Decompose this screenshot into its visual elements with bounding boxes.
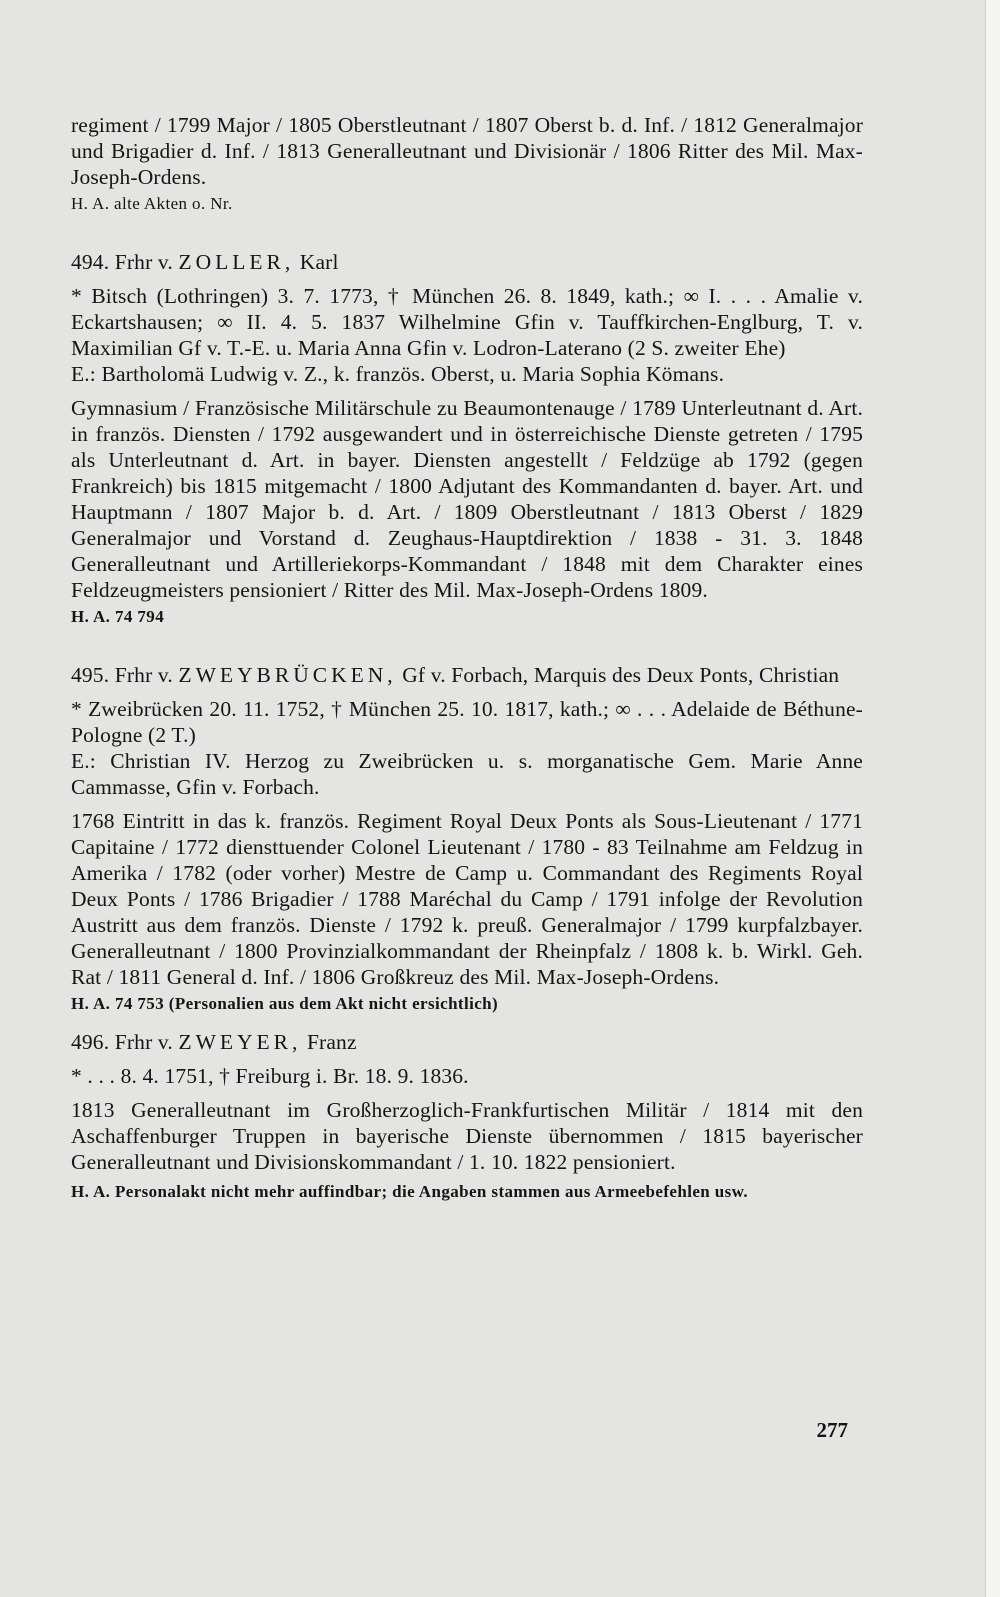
entry-reference: H. A. 74 794 [71, 607, 165, 626]
page-edge [985, 0, 1000, 1597]
entry-given-name: Gf v. Forbach, Marquis des Deux Ponts, Christian [402, 663, 840, 687]
entry-vitals: * Bitsch (Lothringen) 3. 7. 1773, † München 26. 8. 1849, kath.; ∞ I. . . . Amalie v. Eckartshausen; ∞ II. 4. 5. 1837 Wilhelmine Gfin v. Tauffkirchen-Englburg, T. v. Maximilian Gf v. T.-E. u. Maria Anna Gfin v. Lodron-Laterano (2 S. zweiter Ehe) [71, 284, 863, 360]
entry-heading [71, 662, 863, 688]
entry-surname: ZWEYBRÜCKEN, [178, 663, 397, 687]
entry-heading [71, 249, 863, 275]
page-text [71, 112, 863, 1203]
entry-494 [71, 249, 863, 628]
entry-given-name: Franz [306, 1030, 357, 1054]
intro-text: regiment / 1799 Major / 1805 Oberstleutnant / 1807 Oberst b. d. Inf. / 1812 Generalmajor und Brigadier d. Inf. / 1813 Generalleutnant und Divisionär / 1806 Ritter des Mil. Max-Joseph-Ordens. [71, 113, 863, 189]
entry-number: 495. Frhr v. [71, 663, 173, 687]
entry-career: 1768 Eintritt in das k. französ. Regiment Royal Deux Ponts als Sous-Lieutenant / 1771 Capitaine / 1772 diensttuender Colonel Lieutenant / 1780 - 83 Teilnahme am Feldzug in Amerika / 1782 (oder vorher) Mestre de Camp u. Commandant des Regiments Royal Deux Ponts / 1786 Brigadier / 1788 Maréchal du Camp / 1791 infolge der Revolution Austritt aus dem französ. Dienste / 1792 k. preuß. Generalmajor / 1799 kurpfalzbayer. Generalleutnant / 1800 Provinzialkommandant der Rheinpfalz / 1808 k. b. Wirkl. Geh. Rat / 1811 General d. Inf. / 1806 Großkreuz des Mil. Max-Joseph-Ordens. [71, 809, 863, 989]
entry-496 [71, 1029, 863, 1203]
entry-career: 1813 Generalleutnant im Großherzoglich-Frankfurtischen Militär / 1814 mit den Aschaffenburger Truppen in bayerische Dienste übernommen / 1815 bayerischer Generalleutnant und Divisionskommandant / 1. 10. 1822 pensioniert. [71, 1098, 863, 1174]
entry-career: Gymnasium / Französische Militärschule zu Beaumontenauge / 1789 Unterleutnant d. Art. in französ. Diensten / 1792 ausgewandert und in österreichische Dienste getreten / 1795 als Unterleutnant d. Art. in bayer. Diensten angestellt / Feldzüge ab 1792 (gegen Frankreich) bis 1815 mitgemacht / 1800 Adjutant des Kommandanten d. bayer. Art. und Hauptmann / 1807 Major b. d. Art. / 1809 Oberstleutnant / 1813 Oberst / 1829 Generalmajor und Vorstand d. Zeughaus-Hauptdirektion / 1838 - 31. 3. 1848 Generalleutnant und Artilleriekorps-Kommandant / 1848 mit dem Charakter eines Feldzeugmeisters pensioniert / Ritter des Mil. Max-Joseph-Ordens 1809. [71, 396, 863, 602]
entry-495 [71, 662, 863, 1015]
page-number: 277 [816, 1418, 848, 1442]
entry-vitals: * Zweibrücken 20. 11. 1752, † München 25. 10. 1817, kath.; ∞ . . . Adelaide de Béthune-Pologne (2 T.) [71, 697, 863, 747]
entry-given-name: Karl [299, 250, 339, 274]
intro-reference: H. A. alte Akten o. Nr. [71, 194, 233, 213]
entry-heading [71, 1029, 863, 1055]
entry-surname: ZWEYER, [178, 1030, 302, 1054]
entry-reference: H. A. 74 753 (Personalien aus dem Akt nicht ersichtlich) [71, 994, 499, 1013]
entry-parents: E.: Christian IV. Herzog zu Zweibrücken u. s. morganatische Gem. Marie Anne Cammasse, Gfin v. Forbach. [71, 749, 863, 799]
entry-number: 496. Frhr v. [71, 1030, 173, 1054]
entry-number: 494. Frhr v. [71, 250, 173, 274]
entry-parents: E.: Bartholomä Ludwig v. Z., k. französ. Oberst, u. Maria Sophia Kömans. [71, 362, 725, 386]
entry-vitals: * . . . 8. 4. 1751, † Freiburg i. Br. 18. 9. 1836. [71, 1064, 469, 1088]
entry-surname: ZOLLER, [178, 250, 295, 274]
entry-reference: H. A. Personalakt nicht mehr auffindbar; die Angaben stammen aus Armeebefehlen usw. [71, 1182, 749, 1201]
